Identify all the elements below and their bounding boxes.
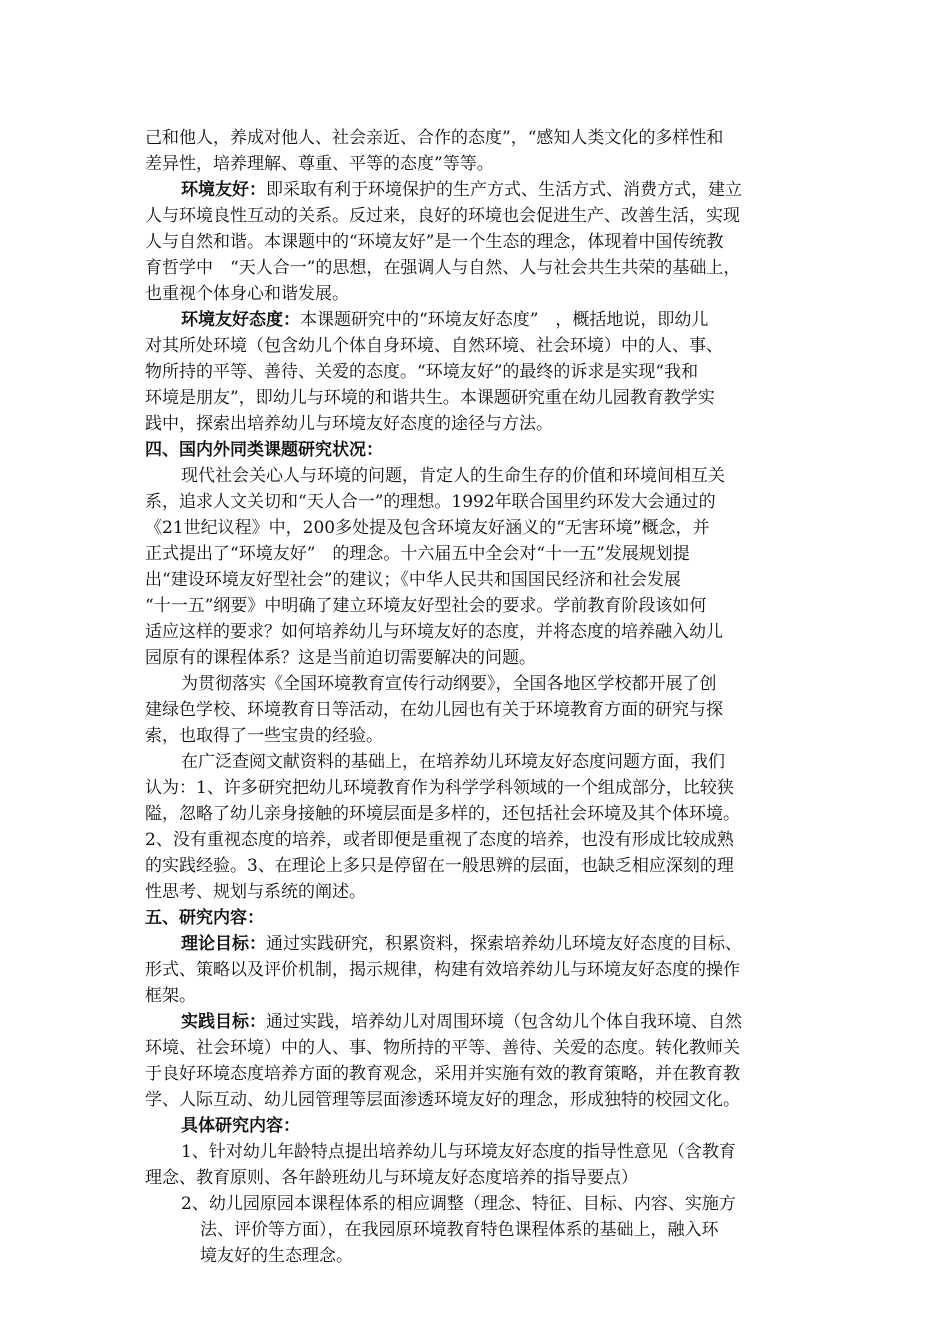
body-line: 环境、社会环境）中的人、事、物所持的平等、善待、关爱的态度。转化教师关	[145, 1038, 740, 1058]
body-line: 学、人际互动、幼儿园管理等层面渗透环境友好的理念，形成独特的校园文化。	[145, 1090, 740, 1110]
body-line: 的实践经验。3、在理论上多只是停留在一般思辨的层面，也缺乏相应深刻的理	[145, 856, 734, 876]
body-text: 通过实践研究，积累资料，探索培养幼儿环境友好态度的目标、	[266, 934, 742, 954]
body-line: 己和他人，养成对他人、社会亲近、合作的态度”，“感知人类文化的多样性和	[145, 128, 724, 148]
body-line: 园原有的课程体系？这是当前迫切需要解决的问题。	[145, 648, 536, 668]
body-line: 形式、策略以及评价机制，揭示规律，构建有效培养幼儿与环境友好态度的操作	[145, 960, 740, 980]
body-line: 正式提出了“环境友好” 的理念。十六届五中全会对“十一五”发展规划提	[145, 544, 690, 564]
body-line: 理念、教育原则、各年龄班幼儿与环境友好态度培养的指导要点）	[145, 1168, 638, 1188]
body-line: 环境是朋友”，即幼儿与环境的和谐共生。本课题研究重在幼儿园教育教学实	[145, 388, 715, 408]
subheading-research-content: 具体研究内容：	[181, 1116, 300, 1136]
body-line: 境友好的生态理念。	[200, 1246, 353, 1266]
body-line: 《21世纪议程》中，200多处提及包含环境友好涵义的“无害环境”概念，并	[145, 518, 710, 538]
body-line: 人与环境良性互动的关系。反过来，良好的环境也会促进生产、改善生活，实现	[145, 206, 740, 226]
body-line: 出“建设环境友好型社会”的建议；《中华人民共和国国民经济和社会发展	[145, 570, 681, 590]
body-text: 即采取有利于环境保护的生产方式、生活方式、消费方式，建立	[266, 180, 742, 200]
body-text: 本课题研究中的“环境友好态度” ，概括地说，即幼儿	[300, 310, 709, 330]
body-line: 在广泛查阅文献资料的基础上，在培养幼儿环境友好态度问题方面，我们	[181, 752, 725, 772]
body-line: 也重视个体身心和谐发展。	[145, 284, 349, 304]
body-line: “十一五”纲要》中明确了建立环境友好型社会的要求。学前教育阶段该如何	[145, 596, 707, 616]
body-line: 现代社会关心人与环境的问题，肯定人的生命生存的价值和环境间相互关	[181, 466, 725, 486]
term-label: 实践目标：	[181, 1012, 266, 1032]
term-label: 环境友好态度：	[181, 310, 300, 330]
body-line: 育哲学中 “天人合一”的思想，在强调人与自然、人与社会共生共荣的基础上，	[145, 258, 741, 278]
section-heading-4: 四、国内外同类课题研究状况：	[145, 440, 383, 460]
body-line: 对其所处环境（包含幼儿个体自身环境、自然环境、社会环境）中的人、事、	[145, 336, 723, 356]
list-item: 1、针对幼儿年龄特点提出培养幼儿与环境友好态度的指导性意见（含教育	[181, 1142, 736, 1162]
body-line: 践中，探索出培养幼儿与环境友好态度的途径与方法。	[145, 414, 553, 434]
body-line: 人与自然和谐。本课题中的“环境友好”是一个生态的理念，体现着中国传统教	[145, 232, 724, 252]
body-line: 适应这样的要求？如何培养幼儿与环境友好的态度，并将态度的培养融入幼儿	[145, 622, 723, 642]
term-label: 环境友好：	[181, 180, 266, 200]
term-label: 理论目标：	[181, 934, 266, 954]
section-heading-5: 五、研究内容：	[145, 908, 264, 928]
body-text: 通过实践，培养幼儿对周围环境（包含幼儿个体自我环境、自然	[266, 1012, 742, 1032]
paragraph-theory-goal	[181, 932, 742, 958]
body-line: 法、评价等方面），在我园原环境教育特色课程体系的基础上，融入环	[200, 1220, 719, 1240]
body-line: 差异性，培养理解、尊重、平等的态度”等等。	[145, 154, 494, 174]
body-line: 为贯彻落实《全国环境教育宣传行动纲要》，全国各地区学校都开展了创	[181, 674, 717, 694]
body-line: 于良好环境态度培养方面的教育观念，采用并实施有效的教育策略，并在教育教	[145, 1064, 740, 1084]
list-item: 2、幼儿园原园本课程体系的相应调整（理念、特征、目标、内容、实施方	[181, 1194, 736, 1214]
body-line: 物所持的平等、善待、关爱的态度。“环境友好”的最终的诉求是实现“我和	[145, 362, 699, 382]
body-line: 索，也取得了一些宝贵的经验。	[145, 726, 383, 746]
body-line: 认为：1、许多研究把幼儿环境教育作为科学学科领域的一个组成部分，比较狭	[145, 778, 734, 798]
paragraph-practice-goal	[181, 1010, 742, 1036]
body-line: 框架。	[145, 986, 196, 1006]
body-line: 建绿色学校、环境教育日等活动，在幼儿园也有关于环境教育方面的研究与探	[145, 700, 723, 720]
paragraph-env-friendly	[181, 178, 742, 204]
body-line: 系，追求人文关切和“天人合一”的理想。1992年联合国里约环发大会通过的	[145, 492, 716, 512]
paragraph-env-attitude	[181, 308, 708, 334]
body-line: 性思考、规划与系统的阐述。	[145, 882, 366, 902]
body-line: 隘，忽略了幼儿亲身接触的环境层面是多样的，还包括社会环境及其个体环境。	[145, 804, 740, 824]
body-line: 2、没有重视态度的培养，或者即便是重视了态度的培养，也没有形成比较成熟	[145, 830, 734, 850]
